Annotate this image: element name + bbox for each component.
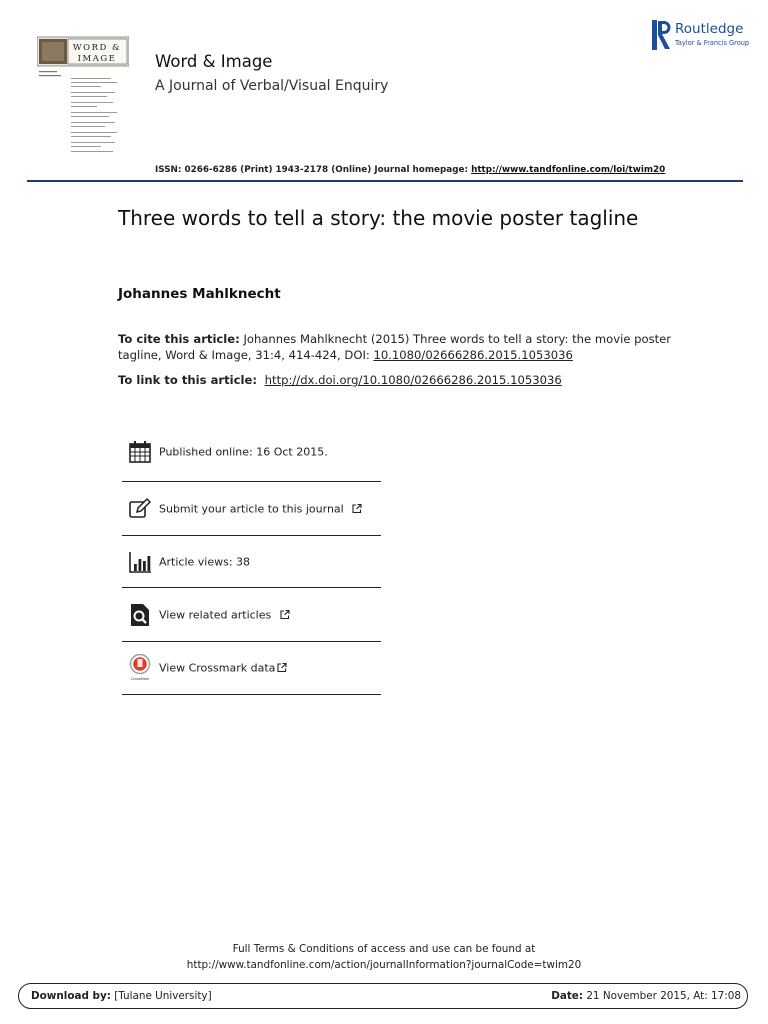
article-views-row <box>122 536 381 588</box>
publisher-name: Routledge <box>675 21 744 37</box>
cite-label: To cite this article: <box>118 332 240 346</box>
publisher-group: Taylor & Francis Group <box>675 39 750 47</box>
journal-subtitle: A Journal of Verbal/Visual Enquiry <box>155 78 389 94</box>
terms-url[interactable]: http://www.tandfonline.com/action/journalInformation?journalCode=twim20 <box>186 958 582 971</box>
download-date-value: 21 November 2015, At: 17:08 <box>586 990 741 1002</box>
edit-icon <box>128 497 152 521</box>
article-info-list <box>122 423 381 695</box>
related-articles-row[interactable] <box>122 588 381 642</box>
download-by-label: Download by: <box>31 990 111 1002</box>
external-link-icon <box>277 663 287 673</box>
journal-title: Word & Image <box>155 52 273 71</box>
download-date <box>551 990 741 1002</box>
header-divider <box>27 180 743 182</box>
external-link-icon <box>280 609 290 619</box>
terms-notice <box>0 942 768 973</box>
cover-title-line-1: WORD & <box>72 43 122 53</box>
cite-text: Johannes Mahlknecht (2015) Three words to tell a story: the movie poster tagline, Word & Image, 31:4, 414-424, DOI: <box>118 332 672 362</box>
journal-homepage-link[interactable]: http://www.tandfonline.com/loi/twim20 <box>471 165 666 175</box>
published-online-row <box>122 423 381 482</box>
download-info-bar <box>18 983 748 1009</box>
author-name: Johannes Mahlknecht <box>118 286 281 302</box>
article-views-text: Article views: 38 <box>159 555 251 568</box>
submit-article-link[interactable] <box>159 502 362 515</box>
submit-article-row[interactable] <box>122 482 381 536</box>
download-by-value: [Tulane University] <box>114 990 212 1002</box>
crossmark-icon <box>128 654 152 682</box>
search-document-icon <box>128 603 152 627</box>
related-articles-text: View related articles <box>159 608 272 621</box>
article-doi-link[interactable]: http://dx.doi.org/10.1080/02666286.2015.1053036 <box>264 373 562 387</box>
download-date-label: Date: <box>551 990 583 1002</box>
journal-cover-thumbnail <box>37 34 129 158</box>
published-online-text: Published online: 16 Oct 2015. <box>159 445 328 459</box>
citation-block <box>118 332 678 363</box>
routledge-r-icon <box>652 20 672 50</box>
download-by <box>31 990 212 1002</box>
article-title: Three words to tell a story: the movie poster tagline <box>118 206 639 230</box>
bar-chart-icon <box>128 550 152 574</box>
terms-line-1: Full Terms & Conditions of access and use can be found at <box>232 943 536 955</box>
calendar-icon <box>128 440 152 464</box>
related-articles-link[interactable] <box>159 608 290 621</box>
cover-title-line-2: IMAGE <box>77 54 117 64</box>
cite-doi-link[interactable]: 10.1080/02666286.2015.1053036 <box>373 347 573 362</box>
crossmark-row[interactable] <box>122 642 381 695</box>
crossmark-link[interactable] <box>159 662 287 675</box>
crossmark-icon-label: CrossMark <box>130 677 150 681</box>
external-link-icon <box>352 503 362 513</box>
submit-article-text: Submit your article to this journal <box>159 502 344 515</box>
issn-text: ISSN: 0266-6286 (Print) 1943-2178 (Online) Journal homepage: <box>155 165 468 175</box>
article-link-block <box>118 373 562 387</box>
issn-line <box>155 165 665 175</box>
link-label: To link to this article: <box>118 373 257 387</box>
crossmark-text: View Crossmark data <box>159 661 276 675</box>
publisher-logo <box>652 20 752 52</box>
